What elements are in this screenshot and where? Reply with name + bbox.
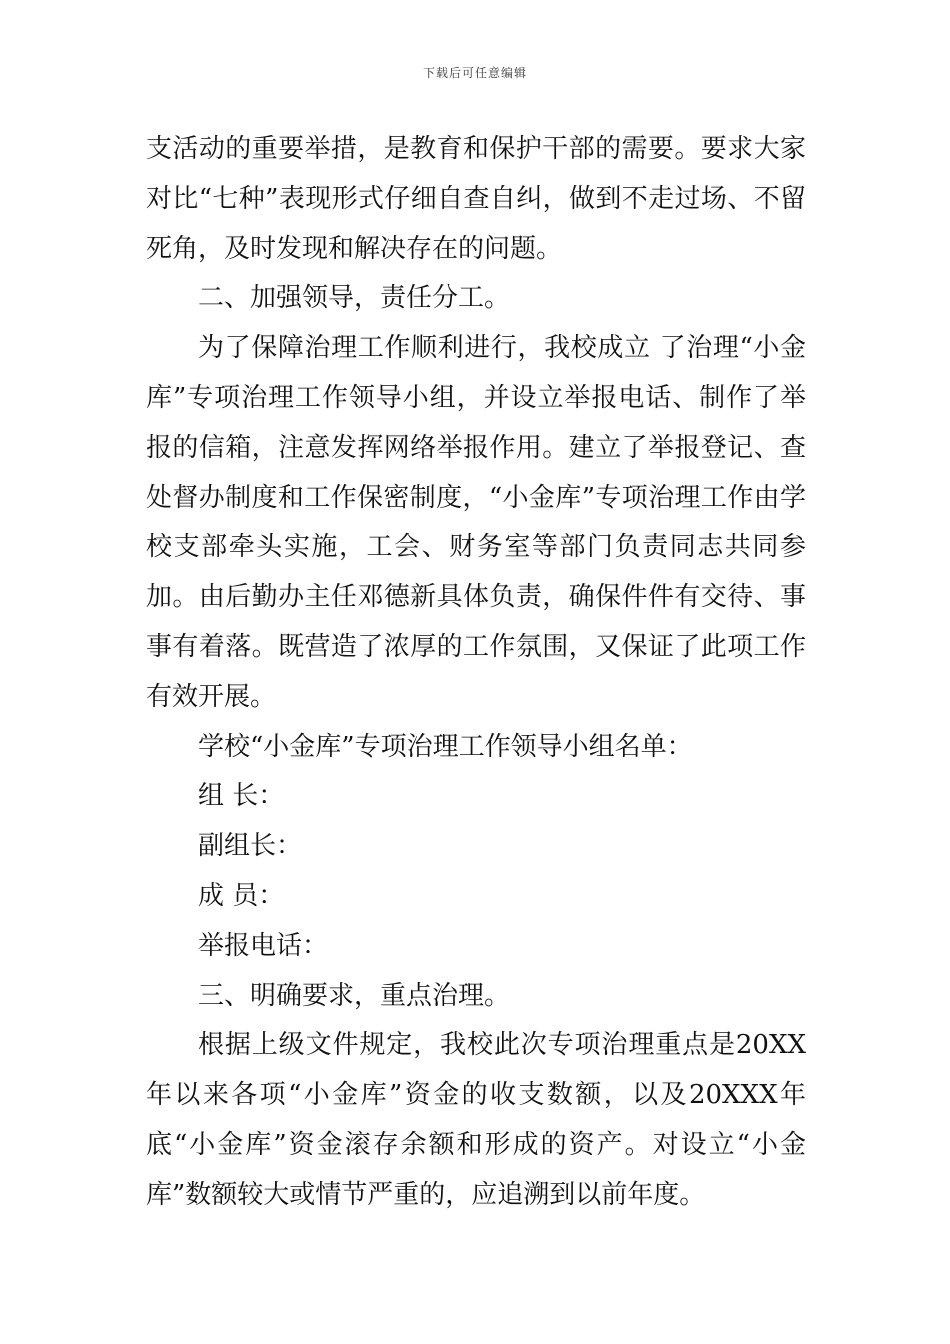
member-members: 成 员：	[198, 880, 285, 911]
section-heading-2: 二、加强领导，责任分工。	[198, 283, 511, 314]
paragraph-requirements: 根据上级文件规定，我校此次专项治理重点是20XX年以来各项“小金库”资金的收支数额，以及20XXX年底“小金库”资金滚存余额和形成的资产。对设立“小金库”数额较大或情节严重的，应追溯到以前年度。	[146, 1030, 806, 1210]
paragraph-continuation: 支活动的重要举措，是教育和保护干部的需要。要求大家对比“七种”表现形式仔细自查自纠，做到不走过场、不留死角，及时发现和解决存在的问题。	[146, 134, 806, 264]
page-header: 下载后可任意编辑	[422, 66, 527, 80]
paragraph-leadership: 为了保障治理工作顺利进行，我校成立 了治理“小金库”专项治理工作领导小组，并设立举报电话、制作了举报的信箱，注意发挥网络举报作用。建立了举报登记、查处督办制度和工作保密制度，“小金库”专项治理工作由学校支部牵头实施，工会、财务室等部门负责同志共同参加。由后勤办主任邓德新具体负责，确保件件有交待、事事有着落。既营造了浓厚的工作氛围，又保证了此项工作有效开展。	[146, 333, 806, 712]
member-list-title: 学校“小金库”专项治理工作领导小组名单：	[198, 731, 693, 762]
member-deputy-leader: 副组长：	[198, 831, 303, 862]
member-leader: 组 长：	[198, 781, 285, 812]
document-body	[146, 125, 806, 1221]
report-phone: 举报电话：	[198, 930, 329, 961]
section-heading-3: 三、明确要求，重点治理。	[198, 980, 511, 1011]
